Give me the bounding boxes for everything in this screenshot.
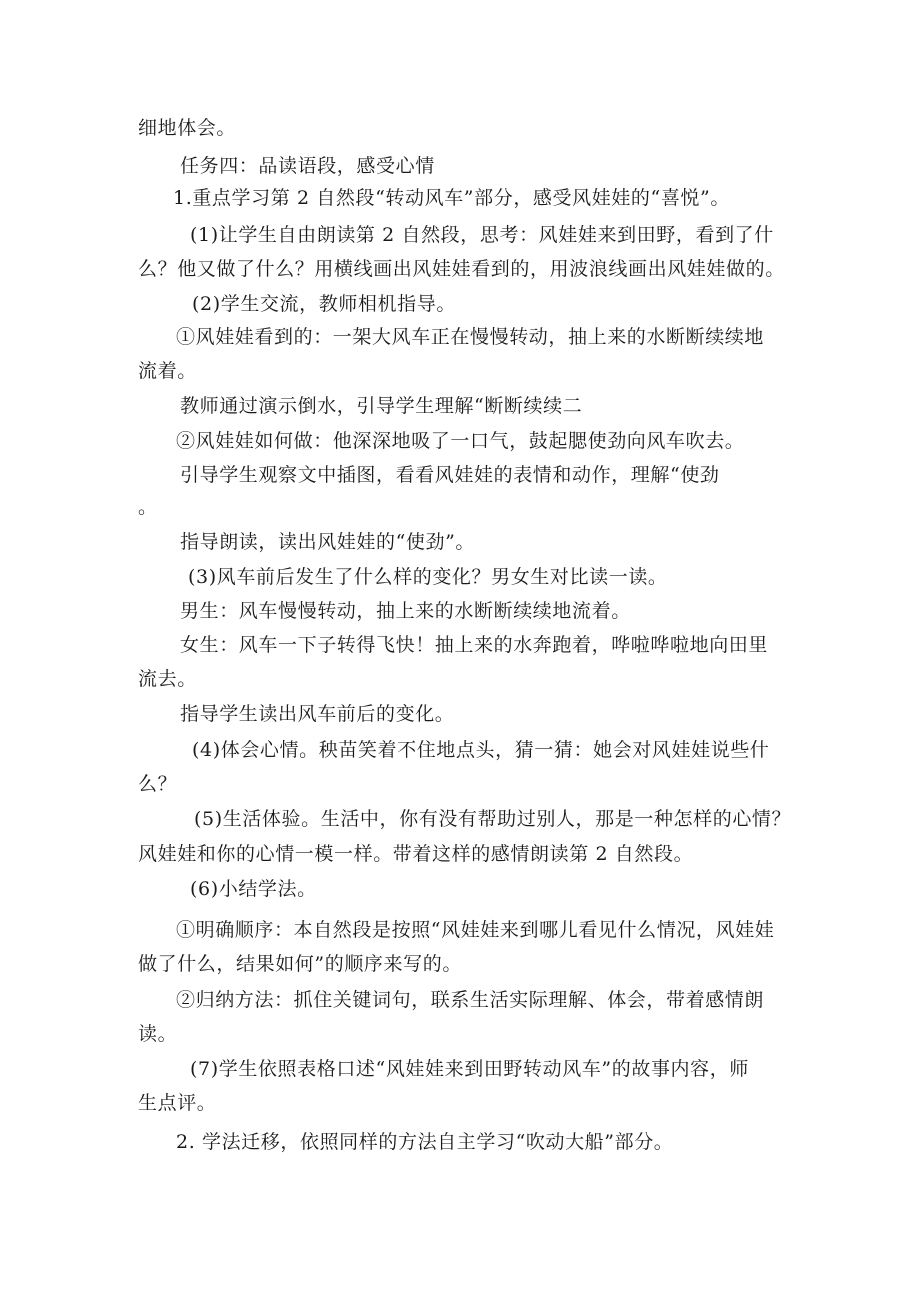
text-line: 细地体会。 <box>138 117 237 139</box>
text-line: 生点评。 <box>138 1092 217 1114</box>
text-line: 风娃娃和你的心情一模一样。带着这样的感情朗读第 2 自然段。 <box>138 843 694 865</box>
text-line: 指导朗读，读出风娃娃的“使劲”。 <box>180 531 476 553</box>
text-line: 做了什么，结果如何”的顺序来写的。 <box>138 953 462 975</box>
text-line: ②归纳方法：抓住关键词句，联系生活实际理解、体会，带着感情朗 <box>176 989 765 1011</box>
text-line: 男生：风车慢慢转动，抽上来的水断断续续地流着。 <box>180 600 631 622</box>
text-line: 流着。 <box>138 360 197 382</box>
text-line: ①风娃娃看到的：一架大风车正在慢慢转动，抽上来的水断断续续地 <box>176 326 765 348</box>
text-line: (1)让学生自由朗读第 2 自然段，思考：风娃娃来到田野，看到了什 <box>190 224 774 246</box>
text-line: (3)风车前后发生了什么样的变化？男女生对比读一读。 <box>188 566 668 588</box>
text-line: 么？他又做了什么？用横线画出风娃娃看到的，用波浪线画出风娃娃做的。 <box>138 258 785 280</box>
section-heading: 任务四：品读语段，感受心情 <box>180 155 435 177</box>
text-line: 指导学生读出风车前后的变化。 <box>180 703 455 725</box>
text-line: (5)生活体验。生活中，你有没有帮助过别人，那是一种怎样的心情？ <box>194 808 792 830</box>
text-line: ②风娃娃如何做：他深深地吸了一口气，鼓起腮使劲向风车吹去。 <box>176 430 745 452</box>
text-line: (4)体会心情。秧苗笑着不住地点头，猜一猜：她会对风娃娃说些什 <box>192 739 770 761</box>
text-line: ①明确顺序：本自然段是按照“风娃娃来到哪儿看见什么情况，风娃娃 <box>176 919 775 941</box>
text-line: 1.重点学习第 2 自然段“转动风车”部分，感受风娃娃的“喜悦”。 <box>173 187 730 209</box>
text-line: 流去。 <box>138 668 197 690</box>
text-line: (2)学生交流，教师相机指导。 <box>192 293 456 315</box>
text-line: 教师通过演示倒水，引导学生理解“断断续续二 <box>180 395 583 417</box>
text-line: 引导学生观察文中插图，看看风娃娃的表情和动作，理解“使劲 <box>180 464 720 486</box>
text-line: 读。 <box>138 1023 178 1045</box>
text-line: 。 <box>138 496 158 518</box>
text-line: (7)学生依照表格口述“风娃娃来到田野转动风车”的故事内容，师 <box>190 1058 749 1080</box>
text-line: 女生：风车一下子转得飞快！抽上来的水奔跑着，哗啦哗啦地向田里 <box>180 634 769 656</box>
text-line: (6)小结学法。 <box>190 878 317 900</box>
text-line: 2. 学法迁移，依照同样的方法自主学习“吹动大船”部分。 <box>176 1131 674 1153</box>
text-line: 么？ <box>138 773 178 795</box>
